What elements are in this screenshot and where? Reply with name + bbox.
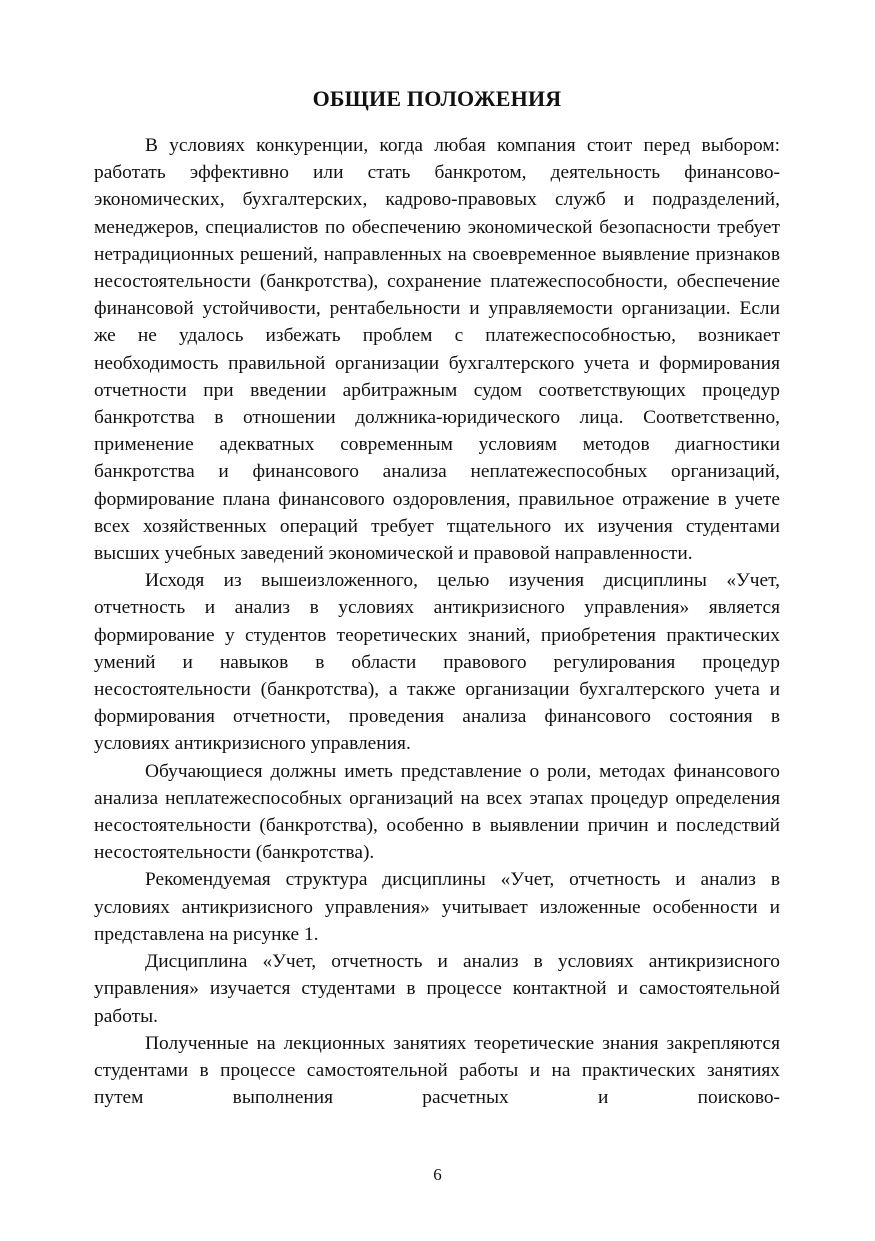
paragraph-student-requirements: Обучающиеся должны иметь представление о роли, методах финансового анализа неплатежеспособных организаций на всех этапах процедур определения несостоятельности (банкротства), особенно в выявлении причин и последствий несостоятельности (банкротства). (94, 760, 780, 864)
paragraph-course-goal: Исходя из вышеизложенного, целью изучения дисциплины «Учет, отчетность и анализ в условиях антикризисного управления» является формирование у студентов теоретических знаний, приобретения практических умений и навыков в области правового регулирования процедур несостоятельности (банкротства), а также организации бухгалтерского учета и формирования отчетности, проведения анализа финансового состояния в условиях антикризисного управления. (94, 570, 780, 755)
document-page (94, 84, 780, 1111)
paragraph-introduction: В условиях конкуренции, когда любая компания стоит перед выбором: работать эффективно или стать банкротом, деятельность финансово-экономических, бухгалтерских, кадрово-правовых служб и подразделений, менеджеров, специалистов по обеспечению экономической безопасности требует нетрадиционных решений, направленных на своевременное выявление признаков несостоятельности (банкротства), сохранение платежеспособности, обеспечение финансовой устойчивости, рентабельности и управляемости организации. Если же не удалось избежать проблем с платежеспособностью, возникает необходимость правильной организации бухгалтерского учета и формирования отчетности при введении арбитражным судом соответствующих процедур банкротства в отношении должника-юридического лица. Соответственно, применение адекватных современным условиям методов диагностики банкротства и финансового анализа неплатежеспособных организаций, формирование плана финансового оздоровления, правильное отражение в учете всех хозяйственных операций требует тщательного их изучения студентами высших учебных заведений экономической и правовой направленности. (94, 135, 780, 565)
paragraph-study-format: Дисциплина «Учет, отчетность и анализ в условиях антикризисного управления» изучается студентами в процессе контактной и самостоятельной работы. (94, 951, 780, 1027)
page-title: ОБЩИЕ ПОЛОЖЕНИЯ (312, 86, 562, 111)
page-number: 6 (433, 1165, 442, 1184)
paragraph-practical-work: Полученные на лекционных занятиях теоретические знания закрепляются студентами в процессе самостоятельной работы и на практических занятиях путем выполнения расчетных и поисково- (94, 1032, 780, 1109)
paragraph-course-structure: Рекомендуемая структура дисциплины «Учет, отчетность и анализ в условиях антикризисного управления» учитывает изложенные особенности и представлена на рисунке 1. (94, 869, 780, 945)
